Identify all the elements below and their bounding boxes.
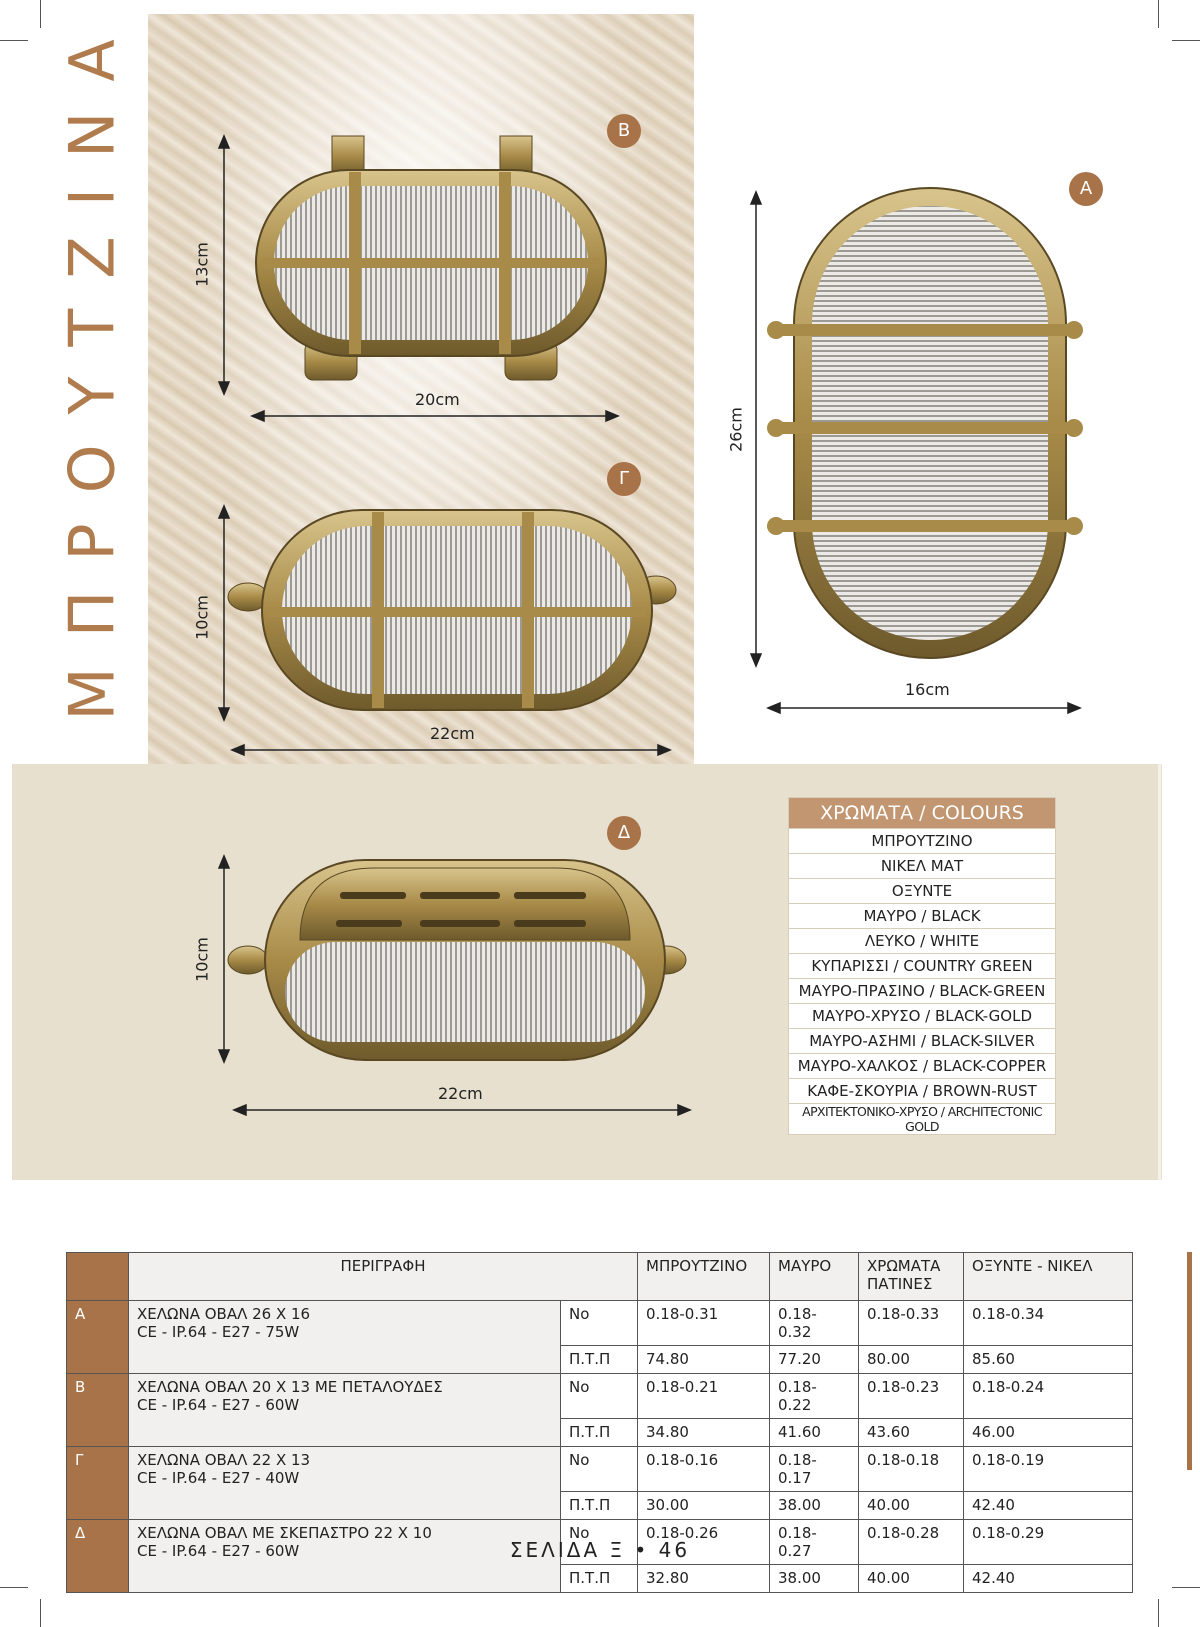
header-black: ΜΑΥΡΟ	[770, 1253, 859, 1301]
ptp-label: Π.Τ.Π	[561, 1492, 638, 1520]
price-cell: 85.60	[964, 1346, 1133, 1374]
price-cell: 74.80	[638, 1346, 770, 1374]
row-description	[129, 1447, 561, 1520]
ptp-label: Π.Τ.Π	[561, 1419, 638, 1447]
desc-line1: ΧΕΛΩΝΑ ΟΒΑΛ 26 Χ 16	[137, 1305, 311, 1323]
header-brass: ΜΠΡΟΥΤΖΙΝΟ	[638, 1253, 770, 1301]
row-code: Α	[67, 1301, 129, 1374]
price-cell: 0.18-0.34	[964, 1301, 1133, 1346]
colours-header: ΧΡΩΜΑΤΑ / COLOURS	[789, 798, 1056, 829]
row-code: Β	[67, 1374, 129, 1447]
desc-line1: ΧΕΛΩΝΑ ΟΒΑΛ 22 Χ 13	[137, 1451, 311, 1469]
price-cell: 0.18-0.26	[638, 1520, 770, 1565]
crop-mark	[1158, 1599, 1159, 1627]
colour-item: ΑΡΧΙΤΕΚΤΟΝΙΚΟ-ΧΡΥΣΟ / ARCHITECTONIC GOLD	[789, 1104, 1056, 1135]
price-cell: 46.00	[964, 1419, 1133, 1447]
colour-item: ΜΠΡΟΥΤΖΙΝΟ	[789, 829, 1056, 854]
colours-table	[788, 797, 1056, 1135]
price-cell: 42.40	[964, 1565, 1133, 1593]
price-cell: 38.00	[770, 1492, 859, 1520]
price-cell: 0.18-0.18	[859, 1447, 964, 1492]
dim-d-height: 10cm	[192, 937, 212, 982]
row-code: Δ	[67, 1520, 129, 1593]
badge-b: Β	[607, 114, 641, 148]
colour-item: ΛΕΥΚΟ / WHITE	[789, 929, 1056, 954]
price-cell: 42.40	[964, 1492, 1133, 1520]
header-description: ΠΕΡΙΓΡΑΦΗ	[129, 1253, 638, 1301]
dim-d-width: 22cm	[438, 1084, 483, 1103]
no-label: Νο	[561, 1520, 638, 1565]
price-cell: 0.18-0.33	[859, 1301, 964, 1346]
price-cell: 38.00	[770, 1565, 859, 1593]
crop-mark	[40, 1599, 41, 1627]
price-cell: 0.18-0.28	[859, 1520, 964, 1565]
price-cell: 40.00	[859, 1492, 964, 1520]
header-code-cell	[67, 1253, 129, 1301]
colour-item: ΜΑΥΡΟ-ΧΑΛΚΟΣ / BLACK-COPPER	[789, 1054, 1056, 1079]
price-cell: 0.18-0.32	[770, 1301, 859, 1346]
price-cell: 30.00	[638, 1492, 770, 1520]
price-cell: 0.18-0.21	[638, 1374, 770, 1419]
lamp-d	[228, 860, 686, 1060]
badge-c: Γ	[607, 462, 641, 496]
desc-line2: CE - IP.64 - E27 - 75W	[137, 1323, 300, 1341]
lamp-c	[228, 510, 676, 710]
crop-mark	[0, 1587, 28, 1588]
dim-b-height: 13cm	[192, 242, 212, 287]
colour-item: ΝΙΚΕΛ ΜΑΤ	[789, 854, 1056, 879]
price-cell: 34.80	[638, 1419, 770, 1447]
row-description	[129, 1301, 561, 1374]
header-patina: ΧΡΩΜΑΤΑ ΠΑΤΙΝΕΣ	[859, 1253, 964, 1301]
desc-line1: ΧΕΛΩΝΑ ΟΒΑΛ 20 Χ 13 ΜΕ ΠΕΤΑΛΟΥΔΕΣ	[137, 1378, 443, 1396]
row-description	[129, 1374, 561, 1447]
dim-a-width: 16cm	[905, 680, 950, 699]
desc-line2: CE - IP.64 - E27 - 40W	[137, 1469, 300, 1487]
dim-c-height: 10cm	[192, 595, 212, 640]
colour-item: ΜΑΥΡΟ / BLACK	[789, 904, 1056, 929]
price-cell: 77.20	[770, 1346, 859, 1374]
lamp-a	[767, 188, 1083, 658]
colour-item: ΚΑΦΕ-ΣΚΟΥΡΙΑ / BROWN-RUST	[789, 1079, 1056, 1104]
no-label: Νο	[561, 1447, 638, 1492]
page-title: ΜΠΡΟΥΤΖΙΝΑ	[55, 9, 129, 721]
desc-line2: CE - IP.64 - E27 - 60W	[137, 1396, 300, 1414]
no-label: Νο	[561, 1301, 638, 1346]
header-oxide-nickel: ΟΞΥΝΤΕ - ΝΙΚΕΛ	[964, 1253, 1133, 1301]
badge-a: Α	[1069, 172, 1103, 206]
lamp-b	[256, 136, 606, 380]
badge-d: Δ	[607, 816, 641, 850]
desc-line1: ΧΕΛΩΝΑ ΟΒΑΛ ΜΕ ΣΚΕΠΑΣΤΡΟ 22 Χ 10	[137, 1524, 432, 1542]
colour-item: ΜΑΥΡΟ-ΑΣΗΜΙ / BLACK-SILVER	[789, 1029, 1056, 1054]
desc-line2: CE - IP.64 - E27 - 60W	[137, 1542, 300, 1560]
price-cell: 40.00	[859, 1565, 964, 1593]
dim-c-width: 22cm	[430, 724, 475, 743]
no-label: Νο	[561, 1374, 638, 1419]
crop-mark	[1172, 1587, 1200, 1588]
price-cell: 0.18-0.24	[964, 1374, 1133, 1419]
price-cell: 0.18-0.19	[964, 1447, 1133, 1492]
dim-a-height: 26cm	[726, 407, 746, 452]
price-cell: 41.60	[770, 1419, 859, 1447]
price-cell: 43.60	[859, 1419, 964, 1447]
price-cell: 0.18-0.22	[770, 1374, 859, 1419]
colour-item: ΜΑΥΡΟ-ΧΡΥΣΟ / BLACK-GOLD	[789, 1004, 1056, 1029]
colour-item: ΚΥΠΑΡΙΣΣΙ / COUNTRY GREEN	[789, 954, 1056, 979]
colour-item: ΜΑΥΡΟ-ΠΡΑΣΙΝΟ / BLACK-GREEN	[789, 979, 1056, 1004]
price-cell: 0.18-0.23	[859, 1374, 964, 1419]
row-code: Γ	[67, 1447, 129, 1520]
dim-b-width: 20cm	[415, 390, 460, 409]
price-cell: 0.18-0.31	[638, 1301, 770, 1346]
side-accent-bar	[1187, 1252, 1192, 1470]
price-cell: 0.18-0.27	[770, 1520, 859, 1565]
ptp-label: Π.Τ.Π	[561, 1565, 638, 1593]
ptp-label: Π.Τ.Π	[561, 1346, 638, 1374]
price-cell: 80.00	[859, 1346, 964, 1374]
price-cell: 0.18-0.29	[964, 1520, 1133, 1565]
page-number: ΣΕΛΙΔΑ Ξ • 46	[509, 1538, 691, 1562]
colour-item: ΟΞΥΝΤΕ	[789, 879, 1056, 904]
price-cell: 0.18-0.17	[770, 1447, 859, 1492]
price-cell: 0.18-0.16	[638, 1447, 770, 1492]
price-cell: 32.80	[638, 1565, 770, 1593]
